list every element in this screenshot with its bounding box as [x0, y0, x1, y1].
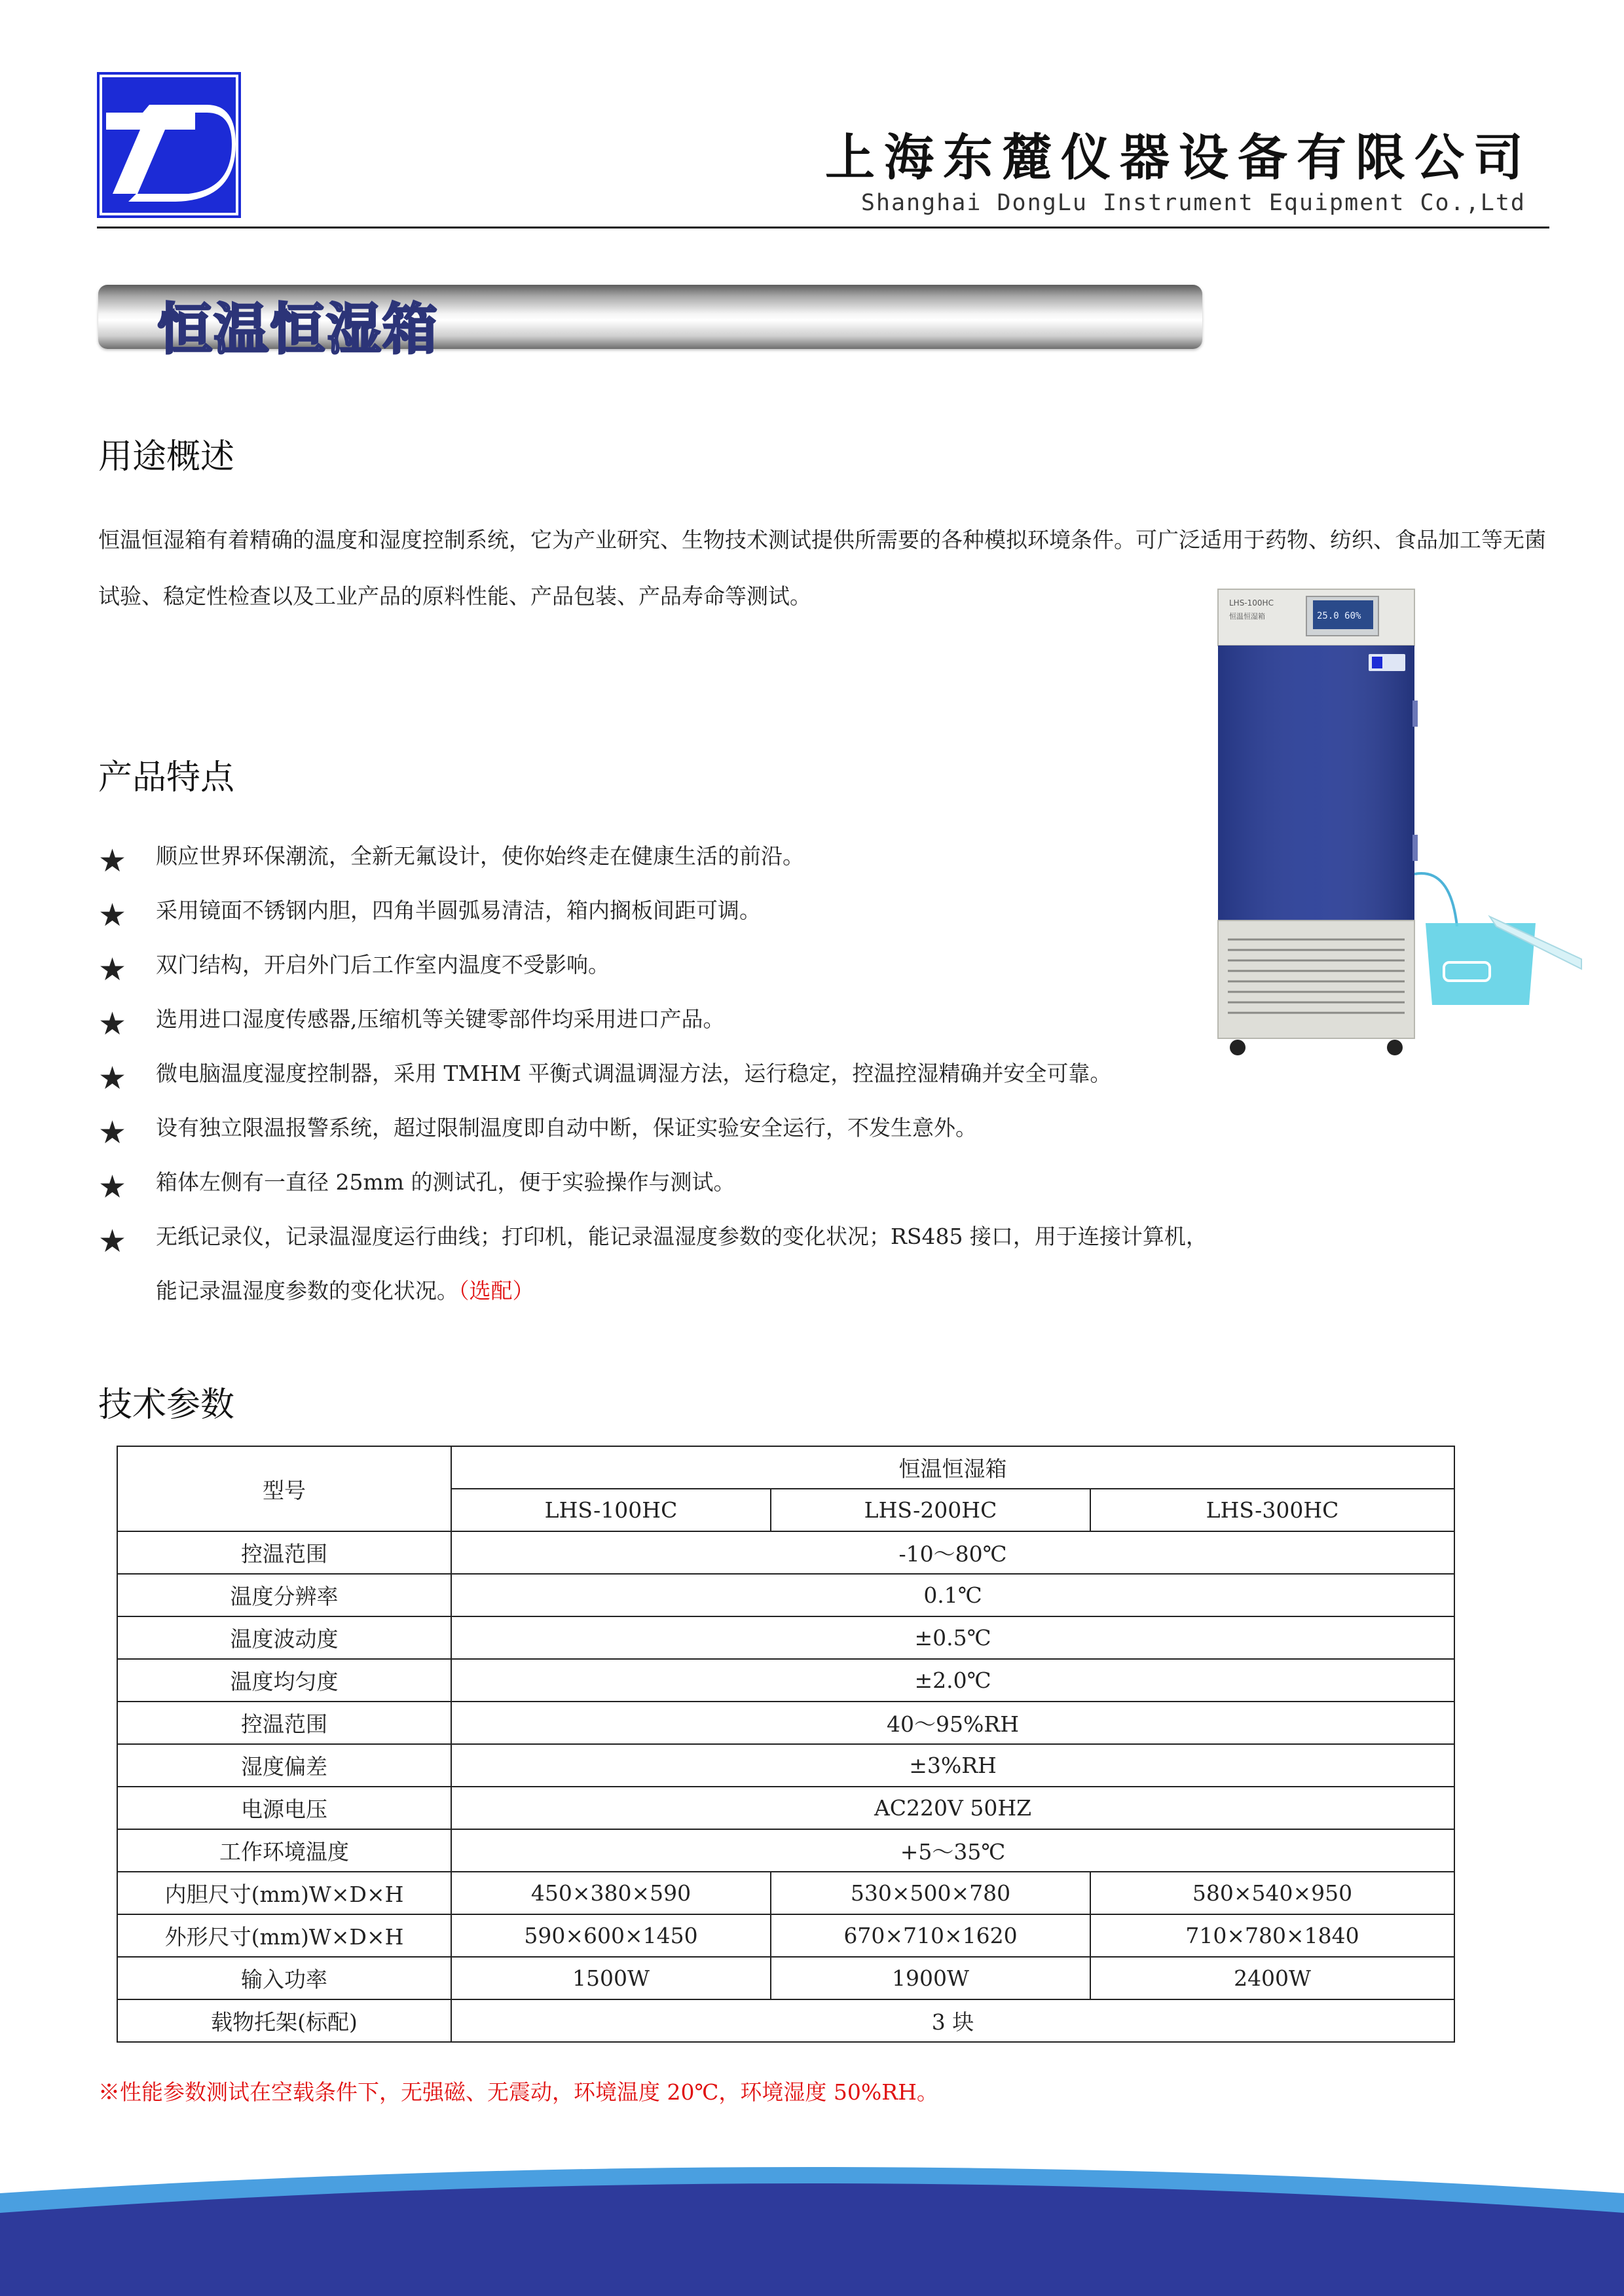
- feature-item: ★ 顺应世界环保潮流，全新无氟设计，使你始终走在健康生活的前沿。: [98, 843, 804, 879]
- feature-item: ★ 箱体左侧有一直径 25mm 的测试孔，便于实验操作与测试。: [98, 1169, 735, 1205]
- params-heading: 技术参数: [98, 1385, 235, 1425]
- table-cell: 530×500×780: [771, 1872, 1090, 1914]
- table-cell: 恒温恒湿箱: [451, 1446, 1454, 1489]
- table-row: [117, 1744, 1454, 1787]
- table-cell: 温度均匀度: [117, 1659, 451, 1702]
- table-cell: 控温范围: [117, 1702, 451, 1744]
- spec-table: [117, 1446, 1455, 2043]
- star-bullet-icon: ★: [98, 1060, 127, 1097]
- feature-item: ★ 选用进口湿度传感器,压缩机等关键零部件均采用进口产品。: [98, 1006, 725, 1042]
- star-bullet-icon: ★: [98, 1223, 127, 1260]
- table-row: [117, 1957, 1454, 1999]
- product-display-readout: 25.0 60%: [1317, 611, 1361, 621]
- params-note: ※性能参数测试在空载条件下，无强磁、无震动，环境温度 20℃，环境湿度 50%RH。: [98, 2079, 938, 2105]
- star-bullet-icon: ★: [98, 1114, 127, 1151]
- table-cell: 40～95%RH: [451, 1702, 1454, 1744]
- table-row: [117, 1787, 1454, 1829]
- table-cell: 3 块: [451, 1999, 1454, 2042]
- table-cell: ±0.5℃: [451, 1616, 1454, 1659]
- table-cell: LHS-200HC: [771, 1489, 1090, 1531]
- feature-item: ★ 无纸记录仪，记录温湿度运行曲线；打印机，能记录温湿度参数的变化状况；RS485 接口，用于连接计算机，: [98, 1223, 1208, 1260]
- table-cell: ±2.0℃: [451, 1659, 1454, 1702]
- usage-paragraph: 恒温恒湿箱有着精确的温度和湿度控制系统，它为产业研究、生物技术测试提供所需要的各种模拟环境条件。可广泛适用于药物、纺织、食品加工等无菌试验、稳定性检查以及工业产品的原料性能、产品包装、产品寿命等测试。: [98, 527, 1546, 609]
- feature-item: ★ 双门结构，开启外门后工作室内温度不受影响。: [98, 951, 610, 988]
- star-bullet-icon: ★: [98, 951, 127, 988]
- product-panel-label: 恒温恒湿箱: [1229, 612, 1265, 621]
- table-row: [117, 1914, 1454, 1957]
- table-cell: 温度分辨率: [117, 1574, 451, 1616]
- table-row: [117, 1872, 1454, 1914]
- product-photo: [1208, 586, 1588, 1057]
- table-cell: AC220V 50HZ: [451, 1787, 1454, 1829]
- table-cell: 710×780×1840: [1090, 1914, 1454, 1957]
- usage-heading: 用途概述: [98, 437, 235, 477]
- product-model-label: LHS-100HC: [1229, 598, 1274, 608]
- table-row: [117, 1531, 1454, 1574]
- table-cell: 590×600×1450: [451, 1914, 771, 1957]
- star-bullet-icon: ★: [98, 843, 127, 879]
- table-cell: 580×540×950: [1090, 1872, 1454, 1914]
- table-row: [117, 1574, 1454, 1616]
- table-cell: 1500W: [451, 1957, 771, 1999]
- table-cell: 670×710×1620: [771, 1914, 1090, 1957]
- table-row: [117, 1829, 1454, 1872]
- company-name-cn: 上海东麓仪器设备有限公司: [825, 128, 1532, 187]
- company-name-en: Shanghai DongLu Instrument Equipment Co.,Ltd: [860, 190, 1526, 216]
- table-row: [117, 1702, 1454, 1744]
- table-cell: -10～80℃: [451, 1531, 1454, 1574]
- table-cell: 450×380×590: [451, 1872, 771, 1914]
- footer-wave: [0, 2154, 1624, 2296]
- star-bullet-icon: ★: [98, 1006, 127, 1042]
- star-bullet-icon: ★: [98, 1169, 127, 1205]
- table-cell: 载物托架(标配): [117, 1999, 451, 2042]
- table-cell: ±3%RH: [451, 1744, 1454, 1787]
- header-divider: [97, 227, 1549, 228]
- features-heading: 产品特点: [98, 758, 235, 797]
- table-row: [117, 1616, 1454, 1659]
- table-cell: 控温范围: [117, 1531, 451, 1574]
- table-cell: +5～35℃: [451, 1829, 1454, 1872]
- table-row: [117, 1446, 1454, 1489]
- table-cell: 外形尺寸(mm)W×D×H: [117, 1914, 451, 1957]
- table-cell: 湿度偏差: [117, 1744, 451, 1787]
- table-cell: 2400W: [1090, 1957, 1454, 1999]
- table-cell: 温度波动度: [117, 1616, 451, 1659]
- page-title: 恒温恒湿箱: [157, 297, 439, 361]
- feature-item: ★ 设有独立限温报警系统，超过限制温度即自动中断，保证实验安全运行，不发生意外。: [98, 1114, 977, 1151]
- table-cell: 输入功率: [117, 1957, 451, 1999]
- table-cell: 型号: [117, 1446, 451, 1531]
- table-row: [117, 1999, 1454, 2042]
- table-row: [117, 1659, 1454, 1702]
- table-cell: LHS-300HC: [1090, 1489, 1454, 1531]
- feature-item-continuation: 能记录温湿度参数的变化状况。（选配）: [156, 1278, 534, 1303]
- table-cell: 内胆尺寸(mm)W×D×H: [117, 1872, 451, 1914]
- table-cell: 1900W: [771, 1957, 1090, 1999]
- table-cell: LHS-100HC: [451, 1489, 771, 1531]
- donglu-logo-icon: [97, 72, 241, 218]
- feature-item: ★ 微电脑温度湿度控制器，采用 TMHM 平衡式调温调湿方法，运行稳定，控温控湿精确并安全可靠。: [98, 1060, 1112, 1097]
- optional-tag: （选配）: [458, 1278, 534, 1303]
- table-cell: 工作环境温度: [117, 1829, 451, 1872]
- star-bullet-icon: ★: [98, 897, 127, 934]
- table-cell: 0.1℃: [451, 1574, 1454, 1616]
- feature-item: ★ 采用镜面不锈钢内胆，四角半圆弧易清洁，箱内搁板间距可调。: [98, 897, 761, 934]
- table-cell: 电源电压: [117, 1787, 451, 1829]
